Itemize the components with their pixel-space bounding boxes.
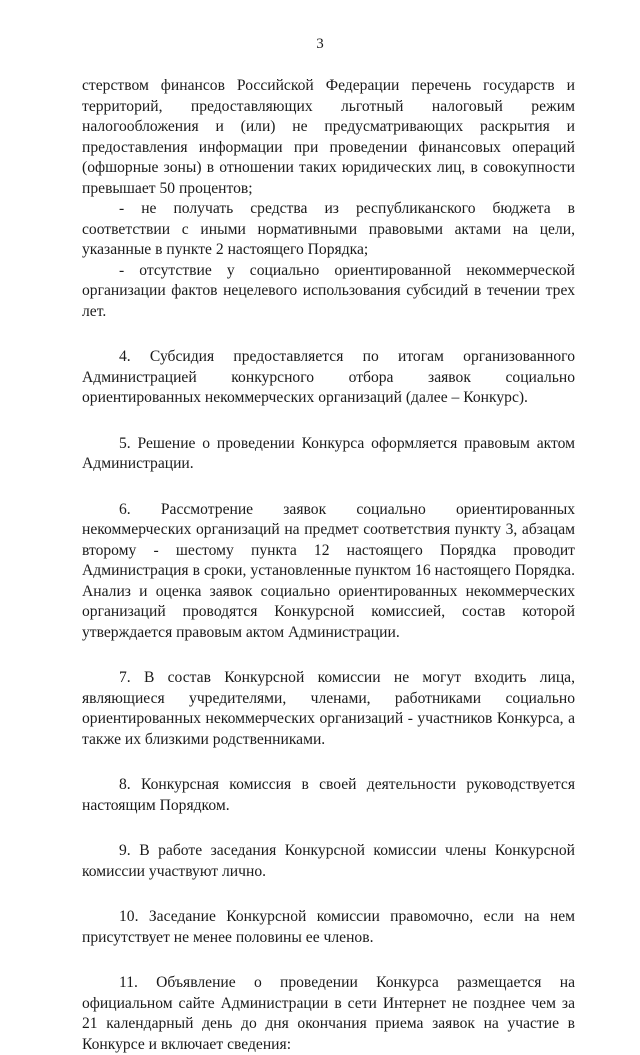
paragraph-item-5: 5. Решение о проведении Конкурса оформляется правовым актом Администрации. [82, 434, 575, 472]
paragraph-condition-budget: - не получать средства из республиканского бюджета в соответствии с иными нормативными правовыми актами на цели, указанные в пункте 2 настоящего Порядка; [82, 200, 575, 258]
paragraph-item-11: 11. Объявление о проведении Конкурса размещается на официальном сайте Администрации в сети Интернет не позднее чем за 21 календарный день до дня окончания приема заявок на участие в Конкурсе и включает сведения: [82, 974, 575, 1053]
paragraph-item-7: 7. В состав Конкурсной комиссии не могут входить лица, являющиеся учредителями, членами, работниками социально ориентированных некоммерческих организаций - участников Конкурса, а также их близкими родственниками. [82, 669, 575, 748]
document-body [82, 76, 575, 1055]
paragraph-condition-misuse: - отсутствие у социально ориентированной некоммерческой организации фактов нецелевого использования субсидий в течении трех лет. [82, 261, 575, 320]
page-number: 3 [316, 36, 324, 52]
paragraph-continuation: стерством финансов Российской Федерации перечень государств и территорий, предоставляющих льготный налоговый режим налогообложения и (или) не предусматривающих раскрытия и предоставления информации при проведении финансовых операций (офшорные зоны) в отношении таких юридических лиц, в совокупности превышает 50 процентов; [82, 77, 575, 197]
paragraph-item-4: 4. Субсидия предоставляется по итогам организованного Администрацией конкурсного отбора заявок социально ориентированных некоммерческих организаций (далее – Конкурс). [82, 348, 575, 406]
paragraph-item-9: 9. В работе заседания Конкурсной комиссии члены Конкурсной комиссии участвуют лично. [82, 842, 575, 880]
paragraph-item-8: 8. Конкурсная комиссия в своей деятельности руководствуется настоящим Порядком. [82, 776, 575, 814]
paragraph-item-10: 10. Заседание Конкурсной комиссии правомочно, если на нем присутствует не менее половины ее членов. [82, 908, 575, 946]
paragraph-item-6: 6. Рассмотрение заявок социально ориентированных некоммерческих организаций на предмет соответствия пункту 3, абзацам второму - шестому пункта 12 настоящего Порядка проводит Администрация в сроки, установленные пунктом 16 настоящего Порядка. Анализ и оценка заявок социально ориентированных некоммерческих организаций проводятся Конкурсной комиссией, состав которой утверждается правовым актом Администрации. [82, 500, 575, 641]
